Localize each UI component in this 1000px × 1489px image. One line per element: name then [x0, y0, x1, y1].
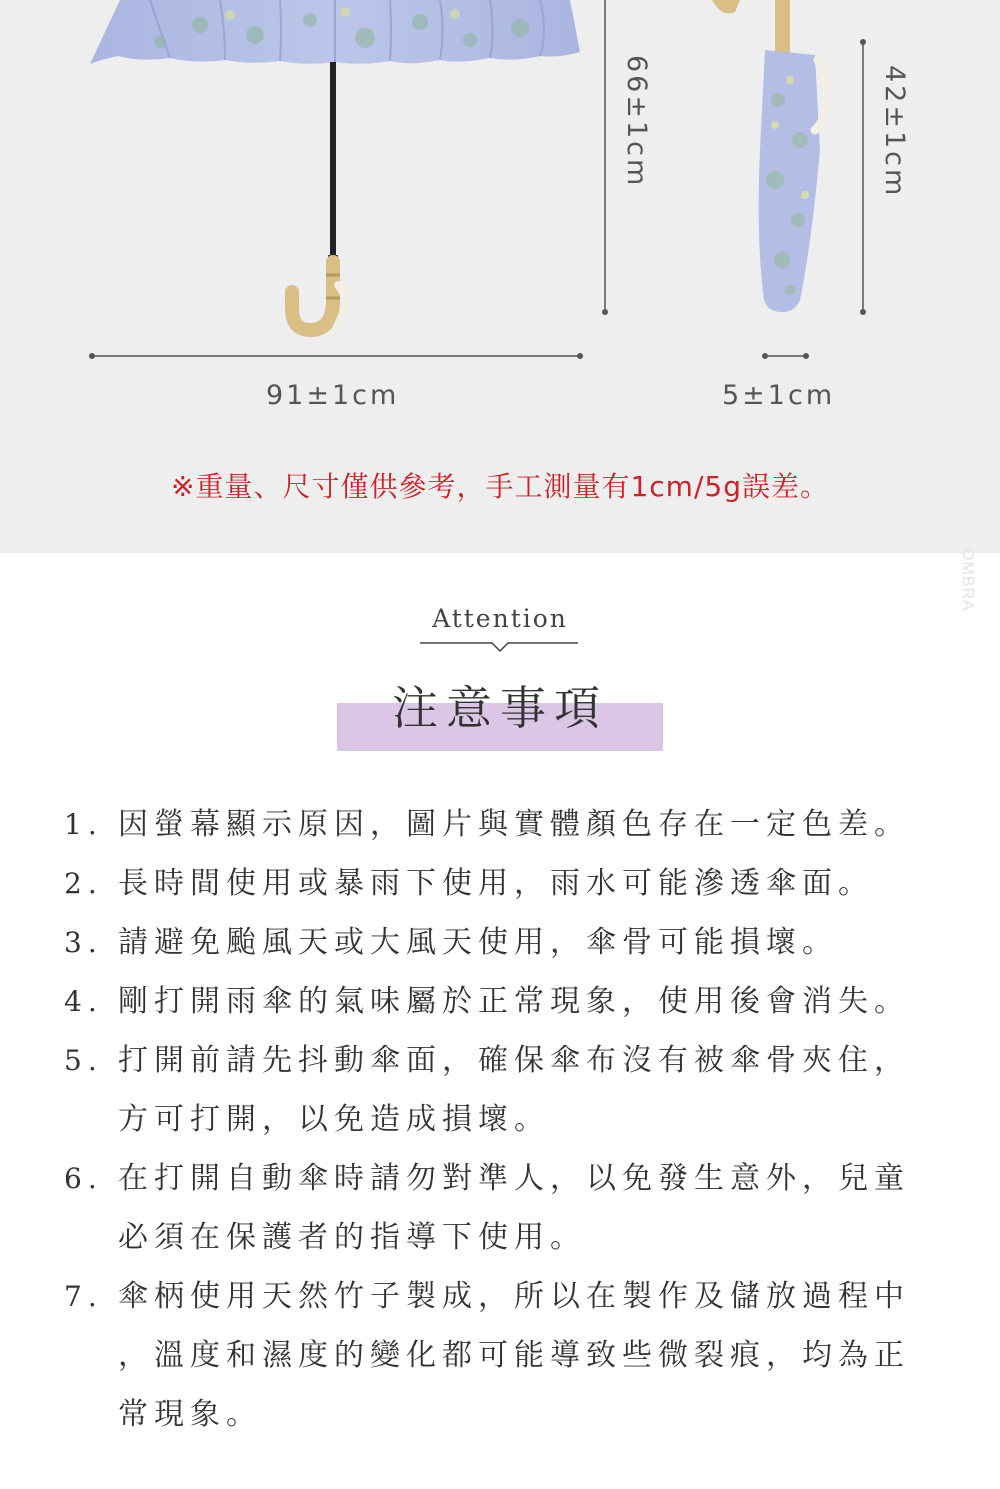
item-number: 2.	[64, 867, 103, 900]
product-dimensions-panel	[0, 0, 1000, 553]
umbrella-width-label: 91±1cm	[266, 380, 400, 411]
item-text-continued: ，溫度和濕度的變化都可能導致些微裂痕，均為正	[118, 1338, 910, 1373]
folded-width-label: 5±1cm	[722, 380, 836, 411]
item-text-continued: 方可打開，以免造成損壞。	[118, 1102, 550, 1137]
item-text: 因螢幕顯示原因，圖片與實體顏色存在一定色差。	[118, 807, 910, 842]
brand-watermark: OMBRA	[959, 548, 976, 612]
item-text: 傘柄使用天然竹子製成，所以在製作及儲放過程中	[118, 1279, 910, 1314]
measurement-note: ※重量、尺寸僅供參考，手工測量有1cm/5g誤差。	[171, 470, 829, 503]
item-text: 長時間使用或暴雨下使用，雨水可能滲透傘面。	[118, 866, 874, 901]
item-text-continued: 必須在保護者的指導下使用。	[118, 1220, 586, 1255]
attention-label: Attention	[432, 604, 568, 633]
item-number: 5.	[64, 1044, 103, 1077]
list-item	[64, 795, 964, 854]
umbrella-height-label: 66±1cm	[621, 55, 652, 189]
item-text: 在打開自動傘時請勿對準人，以免發生意外，兒童	[118, 1161, 910, 1196]
item-number: 6.	[64, 1162, 103, 1195]
folded-umbrella-icon	[712, 0, 827, 312]
item-text: 打開前請先抖動傘面，確保傘布沒有被傘骨夾住，	[118, 1043, 910, 1078]
item-number: 1.	[64, 808, 103, 841]
item-number: 4.	[64, 985, 103, 1018]
page-title: 注意事項	[392, 681, 608, 735]
list-item	[64, 1267, 964, 1444]
list-item	[64, 913, 964, 972]
list-item	[64, 972, 964, 1031]
item-text: 請避免颱風天或大風天使用，傘骨可能損壞。	[118, 925, 838, 960]
item-number: 3.	[64, 926, 103, 959]
list-item	[64, 1149, 964, 1267]
notice-list	[64, 795, 964, 1444]
item-text: 剛打開雨傘的氣味屬於正常現象，使用後會消失。	[118, 984, 910, 1019]
list-item	[64, 1031, 964, 1149]
open-umbrella-icon	[90, 0, 580, 336]
item-text-continued: 常現象。	[118, 1397, 262, 1432]
list-item	[64, 854, 964, 913]
item-number: 7.	[64, 1280, 103, 1313]
attention-divider	[420, 640, 580, 654]
folded-length-label: 42±1cm	[879, 65, 910, 199]
